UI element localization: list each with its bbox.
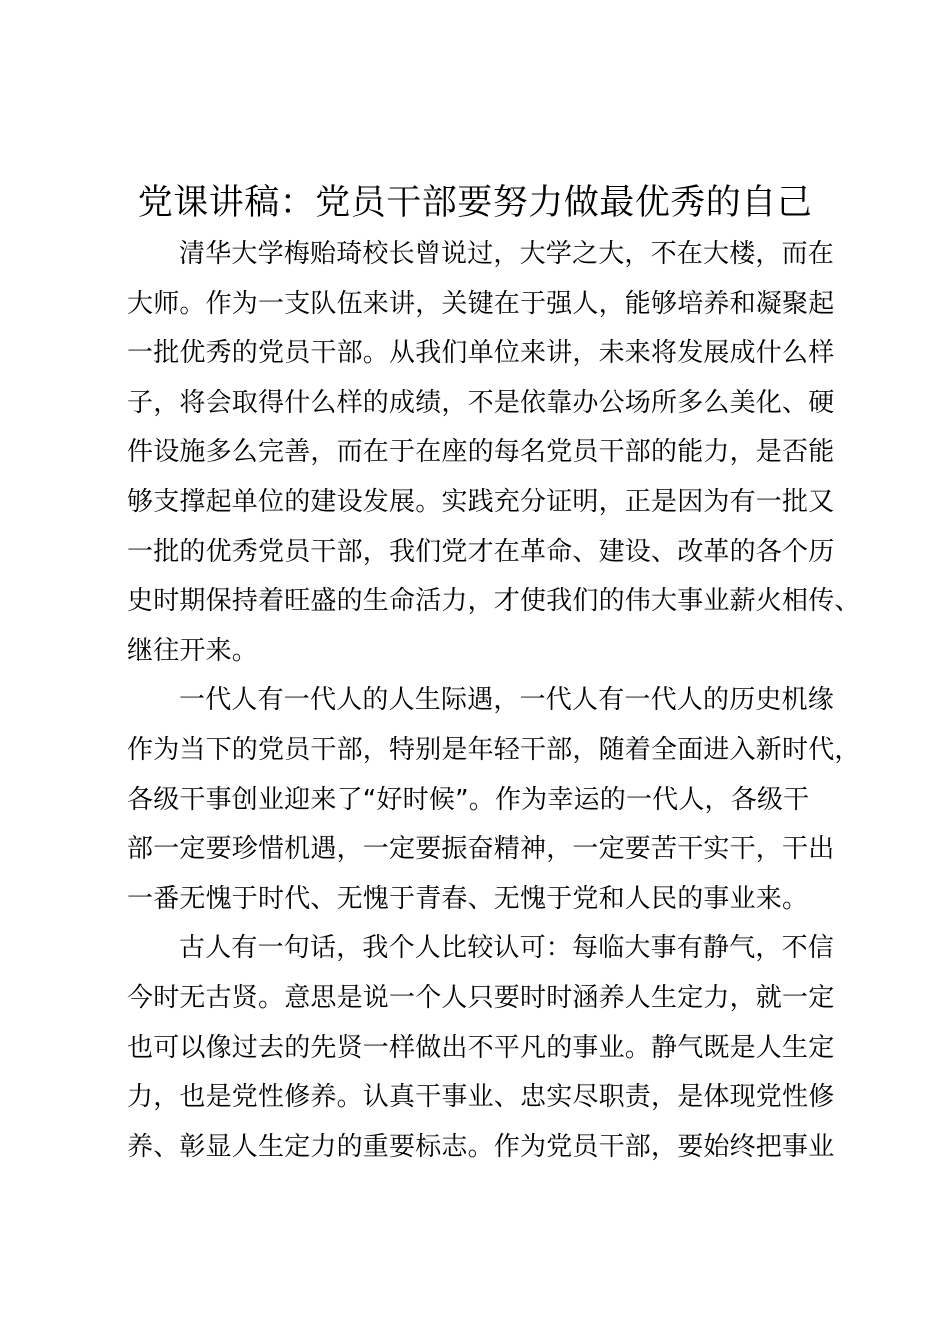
paragraph-2 (127, 676, 867, 924)
paragraph-line: 部一定要珍惜机遇，一定要振奋精神，一定要苦干实干，干出 (127, 834, 835, 865)
paragraph-line: 也可以像过去的先贤一样做出不平凡的事业。静气既是人生定 (127, 1032, 835, 1063)
document-title: 党课讲稿：党员干部要努力做最优秀的自己 (137, 183, 813, 223)
paragraph-line: 大师。作为一支队伍来讲，关键在于强人，能够培养和凝聚起 (127, 288, 835, 319)
paragraph-line: 清华大学梅贻琦校长曾说过，大学之大，不在大楼，而在 (179, 239, 835, 269)
paragraph-line: 古人有一句话，我个人比较认可：每临大事有静气，不信 (179, 933, 835, 964)
paragraph-line: 件设施多么完善，而在于在座的每名党员干部的能力，是否能 (127, 437, 835, 468)
paragraph-line: 今时无古贤。意思是说一个人只要时时涵养人生定力，就一定 (127, 982, 835, 1013)
paragraph-line: 继往开来。 (127, 635, 259, 666)
paragraph-line: 一番无愧于时代、无愧于青春、无愧于党和人民的事业来。 (127, 883, 809, 914)
paragraph-line: 养、彰显人生定力的重要标志。作为党员干部，要始终把事业 (127, 1131, 835, 1162)
paragraph-line: 作为当下的党员干部，特别是年轻干部，随着全面进入新时代， (127, 734, 861, 765)
paragraph-line: 子，将会取得什么样的成绩，不是依靠办公场所多么美化、硬 (127, 387, 835, 418)
paragraph-line: 一批的优秀党员干部，我们党才在革命、建设、改革的各个历 (127, 536, 835, 567)
paragraph-1 (127, 230, 867, 676)
paragraph-line: 力，也是党性修养。认真干事业、忠实尽职责，是体现党性修 (127, 1082, 835, 1113)
paragraph-line: 一代人有一代人的人生际遇，一代人有一代人的历史机缘 (179, 685, 835, 716)
paragraph-line: 各级干事创业迎来了“好时候”。作为幸运的一代人，各级干 (127, 784, 810, 815)
paragraph-line: 够支撑起单位的建设发展。实践充分证明，正是因为有一批又 (127, 486, 835, 517)
paragraph-line: 一批优秀的党员干部。从我们单位来讲，未来将发展成什么样 (127, 338, 835, 369)
document-body (127, 230, 867, 1172)
paragraph-3 (127, 924, 867, 1172)
paragraph-line: 史时期保持着旺盛的生命活力，才使我们的伟大事业薪火相传、 (127, 586, 861, 617)
